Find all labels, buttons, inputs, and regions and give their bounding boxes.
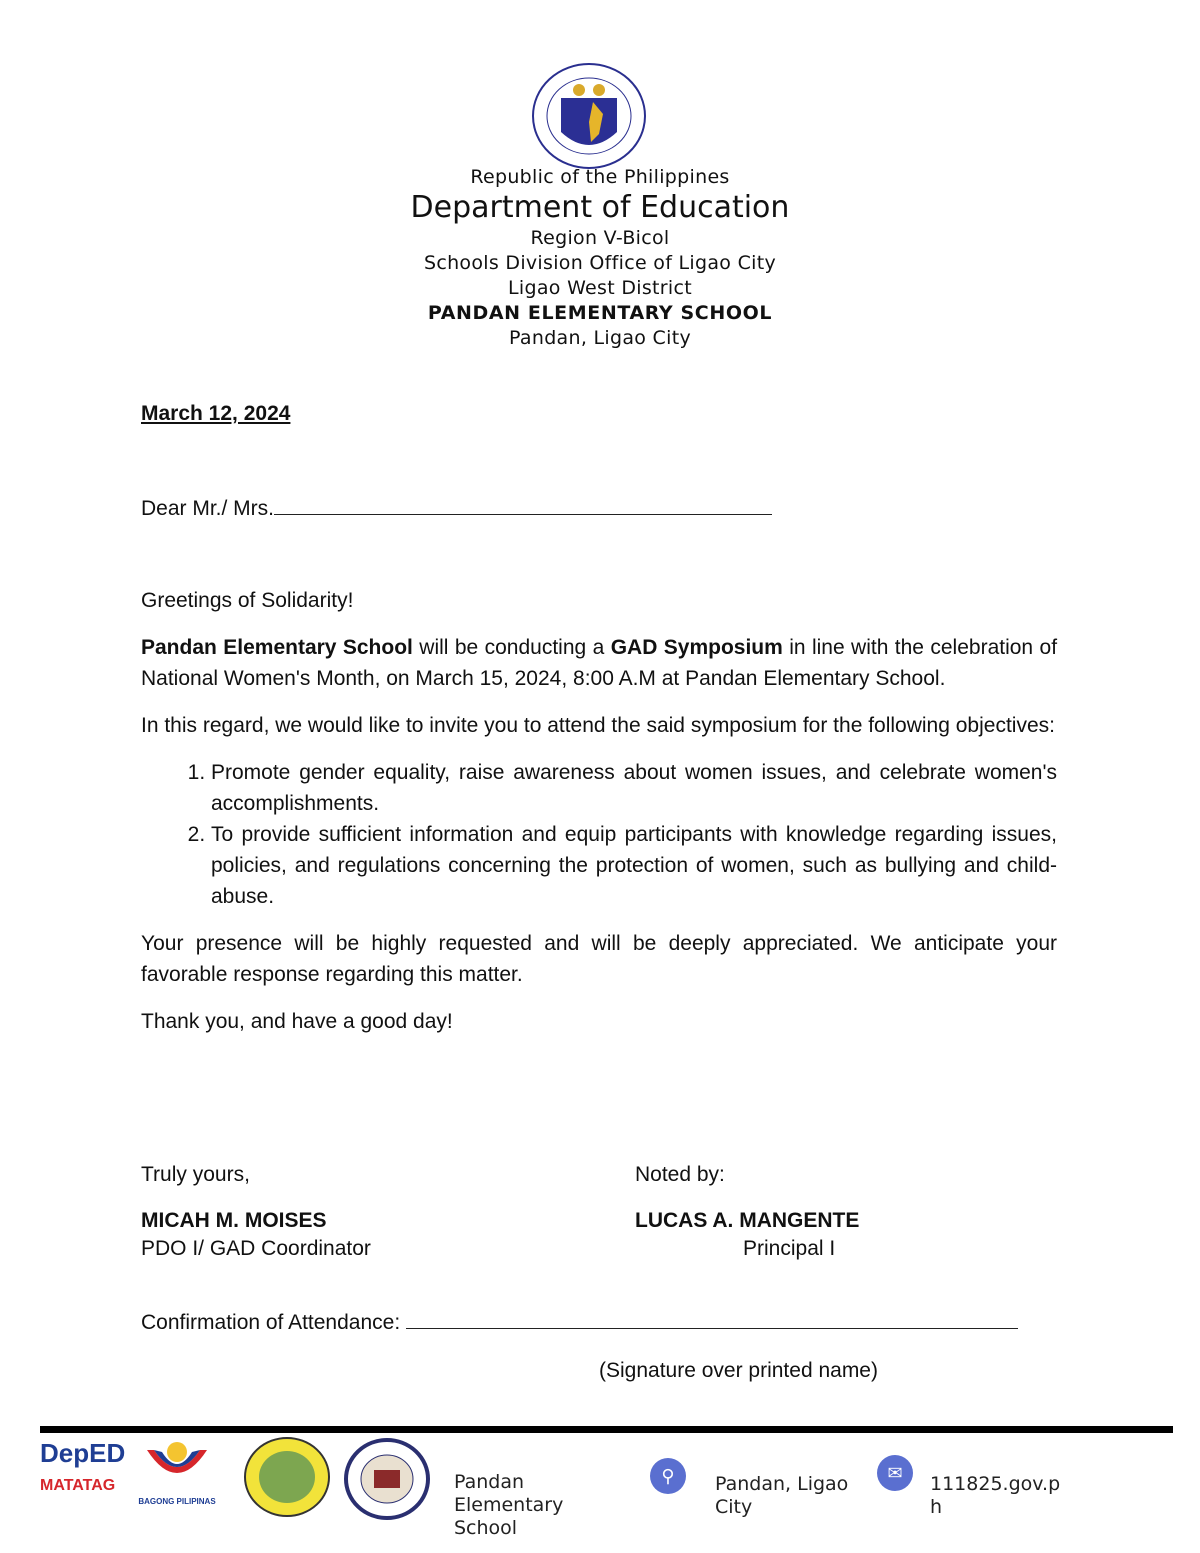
region-line: Region V-Bicol (530, 227, 670, 249)
footer-email[interactable]: 111825.gov.ph (930, 1473, 1061, 1518)
school-seal-logo (344, 1438, 430, 1525)
department-title: Department of Education (410, 190, 790, 225)
sign-label: Truly yours, (141, 1163, 250, 1186)
deped-matatag-logo: DepED MATATAG (40, 1438, 126, 1494)
paragraph-2: In this regard, we would like to invite you to attend the said symposium for the following objectives: (141, 714, 1055, 737)
signatory-title: Principal I (743, 1237, 836, 1260)
signatory-left (141, 1161, 371, 1263)
objective-item: 2. To provide sufficient information and equip participants with knowledge regarding issues, policies, and regulations concerning the protection of women, such as bullying and child-abuse. (211, 819, 1057, 912)
district-line: Ligao West District (508, 277, 692, 299)
footer-location: Pandan, Ligao City (715, 1473, 849, 1518)
greeting: Greetings of Solidarity! (141, 589, 354, 612)
email-icon: ✉ (877, 1455, 913, 1491)
location-pin-icon: ⚲ (650, 1458, 686, 1494)
sign-label: Noted by: (635, 1163, 725, 1186)
republic-line: Republic of the Philippines (470, 166, 730, 188)
signatory-right (635, 1161, 859, 1263)
division-seal-logo (243, 1436, 331, 1523)
signatory-title: PDO I/ GAD Coordinator (141, 1237, 371, 1260)
bagong-pilipinas-logo: BAGONG PILIPINAS (137, 1436, 217, 1506)
division-line: Schools Division Office of Ligao City (423, 252, 777, 274)
deped-seal-logo (531, 62, 648, 170)
objective-item: 1. Promote gender equality, raise awareness about women issues, and celebrate women's accomplishments. (211, 757, 1057, 819)
signatory-name: MICAH M. MOISES (141, 1209, 327, 1232)
salutation: Dear Mr./ Mrs. (141, 497, 275, 520)
confirmation-blank (406, 1328, 1018, 1329)
confirmation-line: Confirmation of Attendance: (141, 1308, 1018, 1338)
paragraph-3: Your presence will be highly requested and will be deeply appreciated. We anticipate your favorable response regarding this matter. (141, 932, 1057, 986)
closing-line: Thank you, and have a good day! (141, 1010, 453, 1033)
signatory-name: LUCAS A. MANGENTE (635, 1209, 860, 1232)
recipient-blank (274, 514, 772, 515)
footer-school: Pandan Elementary School (454, 1471, 564, 1539)
objectives-list (141, 757, 1057, 912)
paragraph-1: Pandan Elementary School will be conducting a GAD Symposium in line with the celebration of National Women's Month, on March 15, 2024, 8:00 A.M at Pandan Elementary School. (141, 636, 1058, 690)
school-name: PANDAN ELEMENTARY SCHOOL (427, 302, 773, 324)
footer-rule (40, 1426, 1173, 1433)
letter-date: March 12, 2024 (141, 402, 291, 425)
signature-note: (Signature over printed name) (599, 1359, 878, 1382)
school-address: Pandan, Ligao City (509, 327, 691, 349)
